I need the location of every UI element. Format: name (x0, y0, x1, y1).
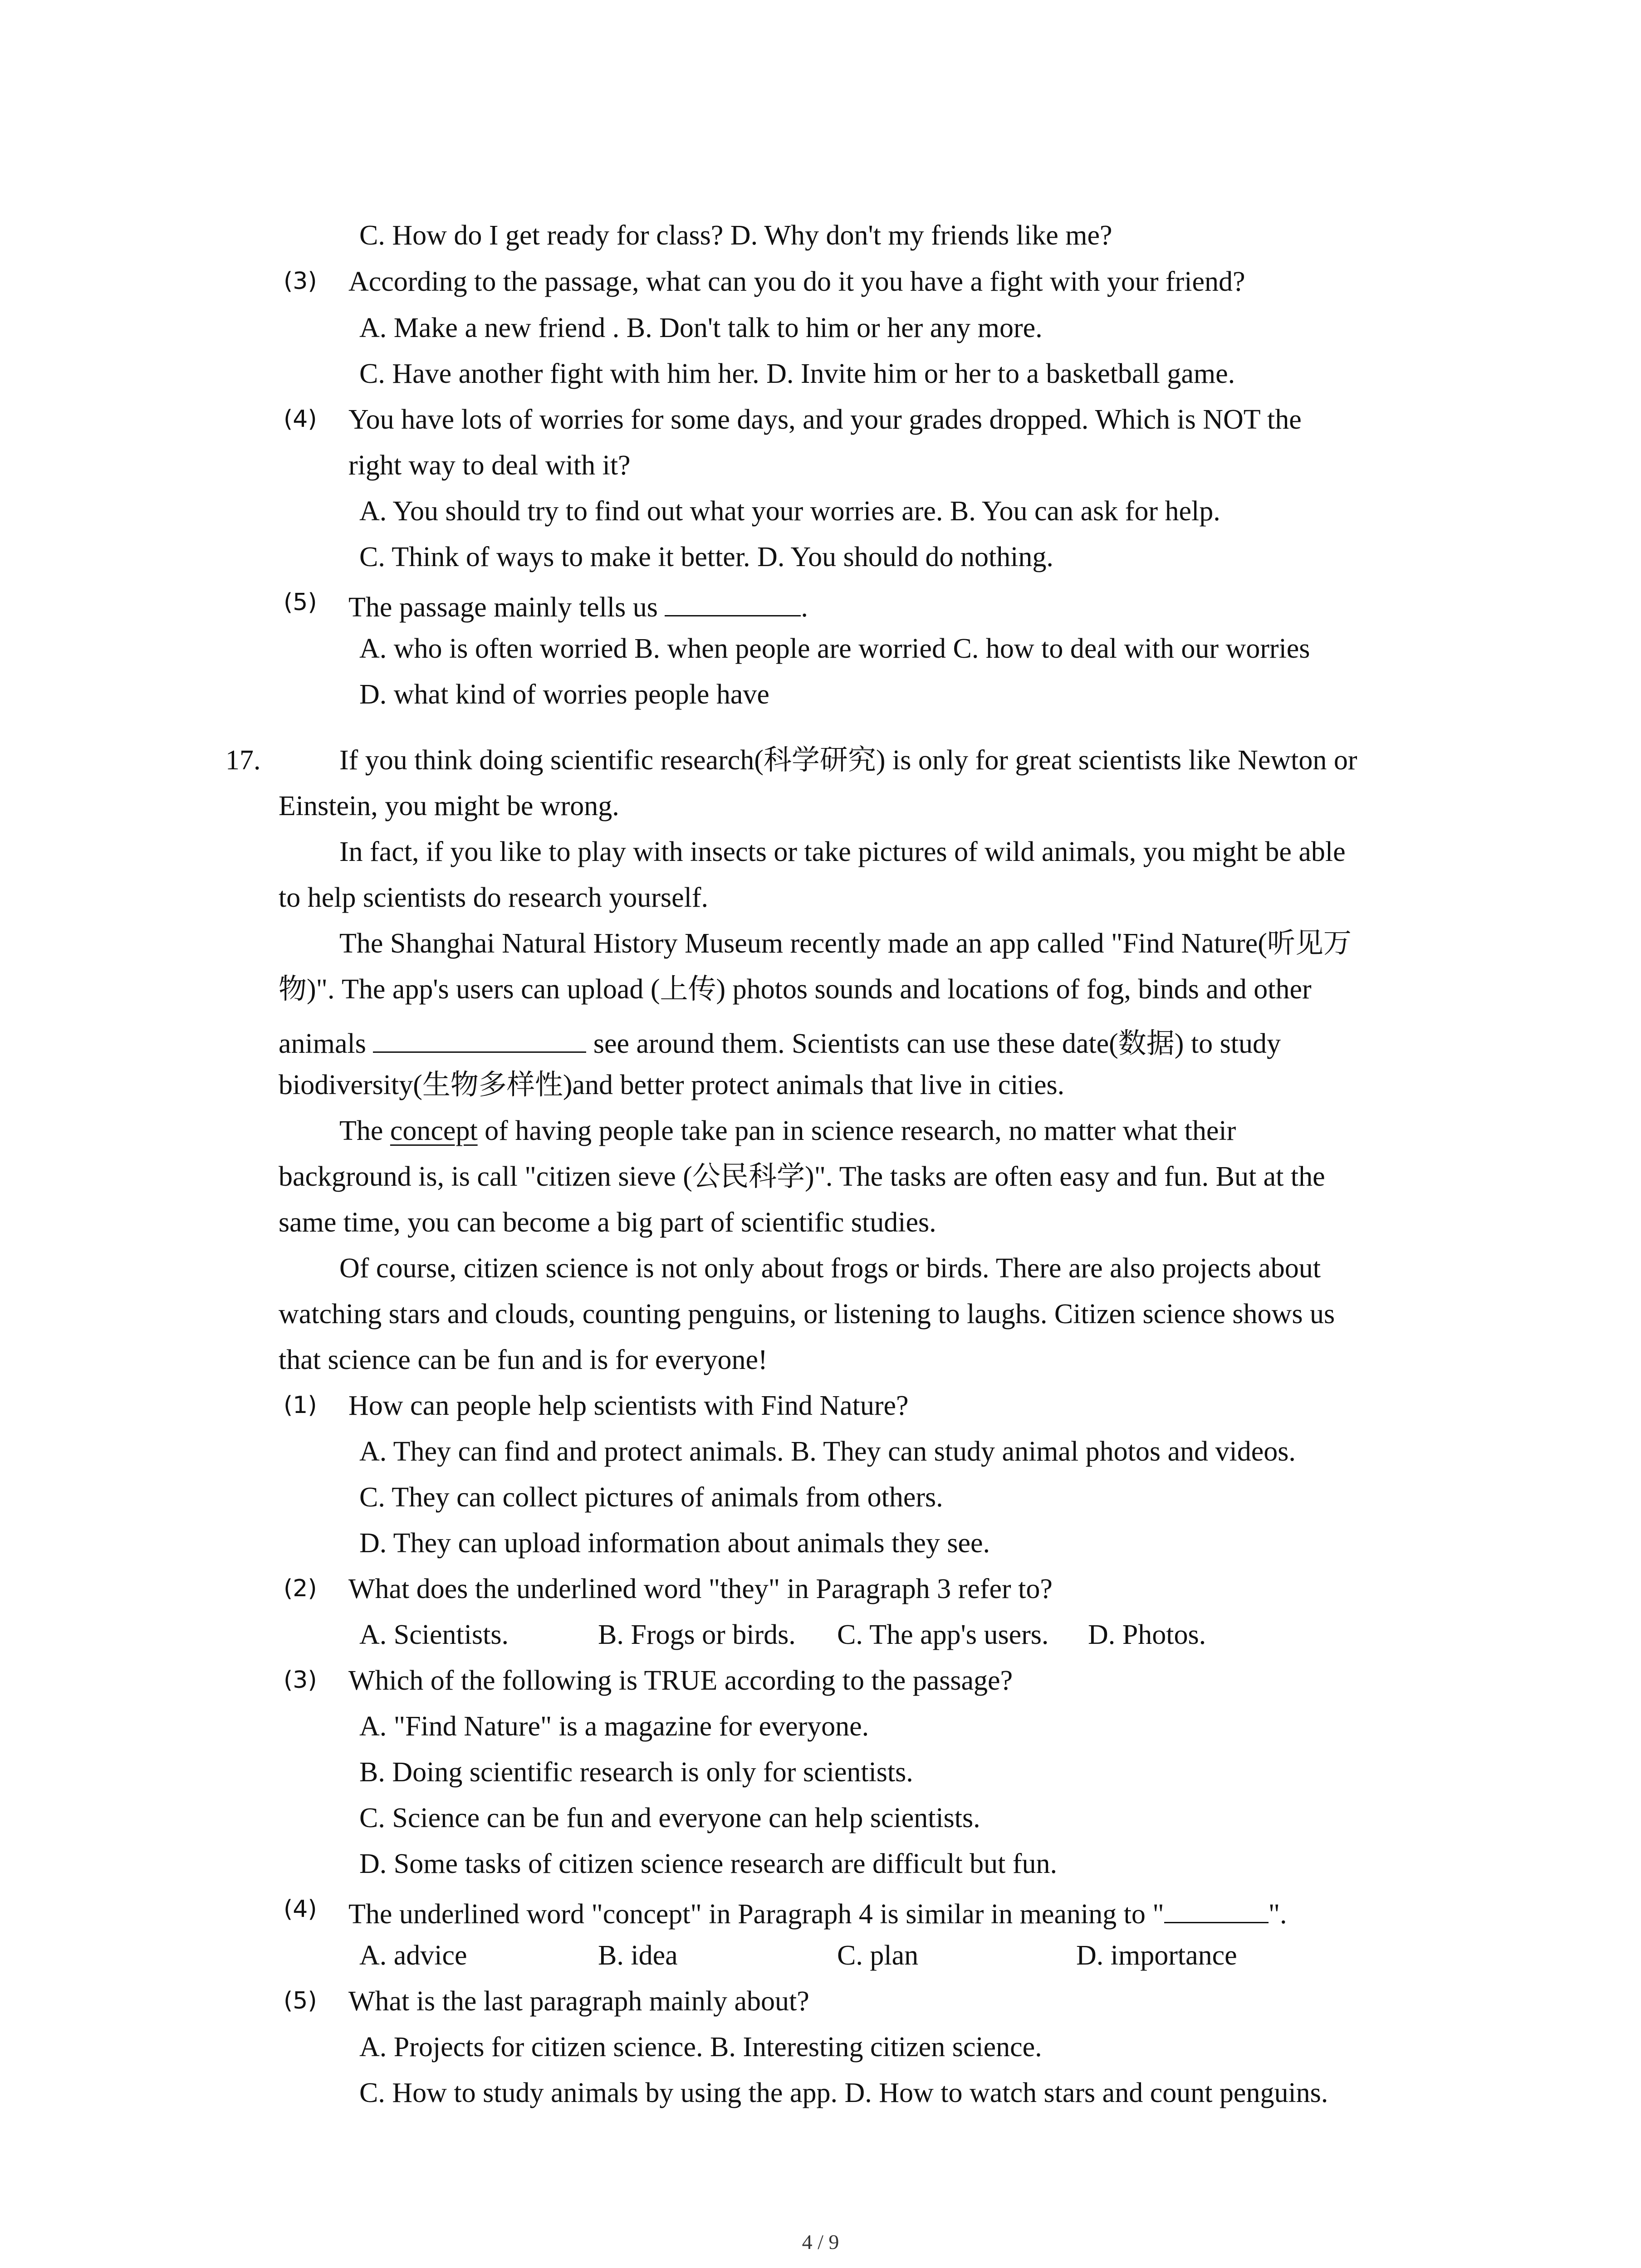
q17-3-option-a: A. "Find Nature" is a magazine for everyone. (359, 1711, 869, 1742)
q17-4-option-a: A. advice (359, 1940, 467, 1971)
q16-4-number: (4) (284, 406, 317, 433)
q17-5-number: (5) (284, 1987, 317, 2014)
q17-5-options-ab: A. Projects for citizen science. B. Interesting citizen science. (359, 2032, 1042, 2063)
q16-2-options-cd: C. How do I get ready for class? D. Why don't my friends like me? (359, 220, 1112, 251)
q16-4-options-ab: A. You should try to find out what your worries are. B. You can ask for help. (359, 496, 1220, 527)
q17-3-option-b: B. Doing scientific research is only for scientists. (359, 1757, 913, 1788)
q17-p1-line1: If you think doing scientific research(科学研究) is only for great scientists like Newton or (339, 745, 1357, 776)
q17-2-option-b: B. Frogs or birds. (598, 1619, 796, 1650)
q17-p3-line2: 物)". The app's users can upload (上传) photos sounds and locations of fog, binds and other (279, 974, 1312, 1005)
q17-number: 17. (225, 745, 261, 776)
q16-5-question: The passage mainly tells us . (348, 589, 808, 621)
q17-2-option-a: A. Scientists. (359, 1619, 509, 1650)
q17-p5-line2: watching stars and clouds, counting penguins, or listening to laughs. Citizen science shows us (279, 1299, 1335, 1330)
q17-3-option-c: C. Science can be fun and everyone can help scientists. (359, 1803, 980, 1833)
q17-5-options-cd: C. How to study animals by using the app. D. How to watch stars and count penguins. (359, 2077, 1328, 2108)
q17-p5-line1: Of course, citizen science is not only about frogs or birds. There are also projects about (339, 1253, 1321, 1284)
q17-4-option-c: C. plan (837, 1940, 919, 1971)
answer-blank (1164, 1896, 1269, 1923)
q17-p3-line1: The Shanghai Natural History Museum recently made an app called "Find Nature(听见万 (339, 928, 1352, 959)
q16-5-option-d: D. what kind of worries people have (359, 679, 769, 710)
q17-1-question: How can people help scientists with Find Nature? (348, 1390, 909, 1421)
q17-p3-line3: animals see around them. Scientists can use these date(数据) to study (279, 1025, 1281, 1058)
q17-5-question: What is the last paragraph mainly about? (348, 1986, 809, 2017)
q16-3-options-ab: A. Make a new friend . B. Don't talk to him or her any more. (359, 313, 1043, 343)
q17-1-option-c: C. They can collect pictures of animals from others. (359, 1482, 943, 1513)
q17-p3-line4: biodiversity(生物多样性)and better protect animals that live in cities. (279, 1070, 1065, 1100)
q16-3-options-cd: C. Have another fight with him her. D. Invite him or her to a basketball game. (359, 358, 1235, 389)
q17-3-question: Which of the following is TRUE according to the passage? (348, 1665, 1013, 1696)
q17-1-number: (1) (284, 1392, 317, 1419)
q17-p4-line3: same time, you can become a big part of scientific studies. (279, 1207, 936, 1238)
page-number: 4 / 9 (802, 2230, 839, 2253)
q16-5-options-abc: A. who is often worried B. when people are worried C. how to deal with our worries (359, 633, 1310, 664)
q17-p2-line2: to help scientists do research yourself. (279, 882, 708, 913)
q17-4-question: The underlined word "concept" in Paragraph 4 is similar in meaning to " ". (348, 1896, 1287, 1928)
underlined-word-concept: concept (390, 1115, 478, 1146)
q17-4-option-d: D. importance (1076, 1940, 1237, 1971)
q16-4-options-cd: C. Think of ways to make it better. D. You should do nothing. (359, 542, 1053, 572)
q16-3-number: (3) (284, 268, 317, 295)
q17-4-option-b: B. idea (598, 1940, 678, 1971)
q17-2-option-d: D. Photos. (1088, 1619, 1206, 1650)
q17-3-number: (3) (284, 1667, 317, 1694)
q17-2-question: What does the underlined word "they" in Paragraph 3 refer to? (348, 1574, 1053, 1604)
q17-p5-line3: that science can be fun and is for everyone! (279, 1344, 768, 1375)
q17-1-option-d: D. They can upload information about animals they see. (359, 1528, 990, 1559)
q17-3-option-d: D. Some tasks of citizen science research are difficult but fun. (359, 1848, 1057, 1879)
q17-p4-line1: The concept of having people take pan in science research, no matter what their (339, 1115, 1236, 1146)
q17-p1-line2: Einstein, you might be wrong. (279, 791, 619, 821)
q16-4-question-line2: right way to deal with it? (348, 450, 631, 481)
q16-3-question: According to the passage, what can you do it you have a fight with your friend? (348, 266, 1245, 297)
q17-p2-line1: In fact, if you like to play with insects or take pictures of wild animals, you might be able (339, 836, 1346, 867)
answer-blank (665, 589, 801, 616)
q17-2-number: (2) (284, 1575, 317, 1602)
q16-5-number: (5) (284, 589, 317, 616)
q17-2-option-c: C. The app's users. (837, 1619, 1049, 1650)
q17-1-options-ab: A. They can find and protect animals. B. They can study animal photos and videos. (359, 1436, 1296, 1467)
q17-p4-line2: background is, is call "citizen sieve (公民科学)". The tasks are often easy and fun. But at the (279, 1161, 1325, 1192)
answer-blank (373, 1025, 586, 1053)
q16-4-question-line1: You have lots of worries for some days, and your grades dropped. Which is NOT the (348, 404, 1302, 435)
q17-4-number: (4) (284, 1896, 317, 1923)
